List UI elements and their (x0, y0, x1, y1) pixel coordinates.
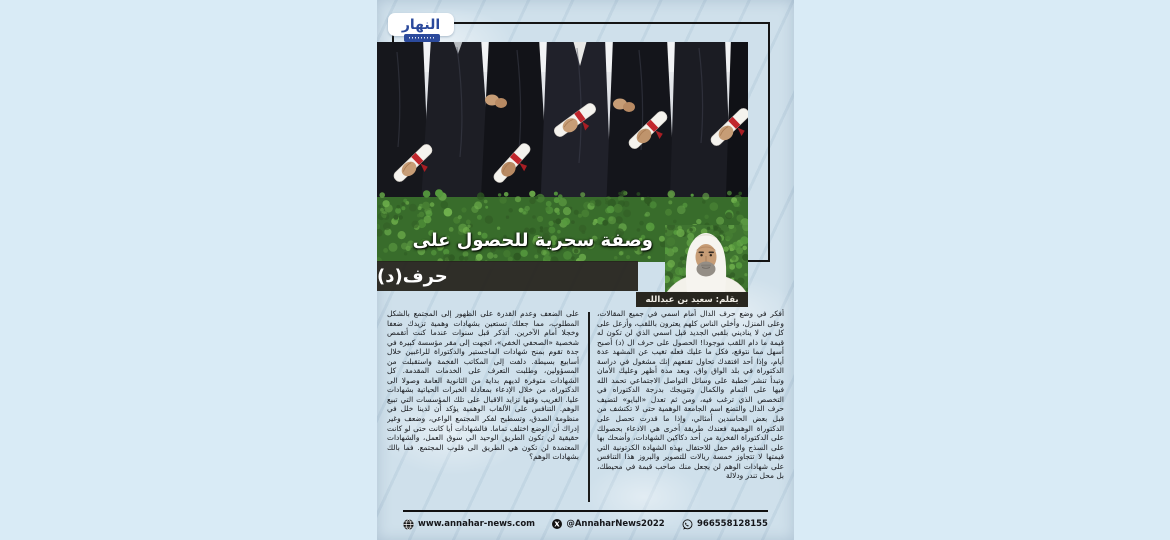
byline-text: بقلم: سعيد بن عبدالله (645, 294, 739, 305)
whatsapp-icon (682, 519, 693, 530)
newspaper-page (377, 0, 794, 540)
footer-website (403, 519, 535, 530)
footer-phone-text: 966558128155 (697, 519, 768, 529)
footer-divider-line (403, 510, 768, 512)
annahar-logo (388, 13, 454, 36)
footer-x-handle (552, 519, 664, 529)
globe-icon (403, 519, 414, 530)
footer-phone (682, 519, 768, 530)
headline-line2-bar (377, 261, 638, 291)
byline-bar (636, 292, 748, 307)
headline-line1: وصفة سحرية للحصول على (412, 230, 653, 251)
gray-beard (697, 262, 716, 277)
annahar-logo-text: النهار (401, 16, 441, 33)
footer-contact-row (403, 516, 768, 532)
article-column-first: أفكر في وضع حرف الدال أمام اسمي في جميع المقالات، وعلى المنزل، وأخلي الناس كلهم يعترون باللقب، وأزعل على كل من لا يناديني بلقبي الجديد قبل اسمي الذي لن تكون له قيمة ما دام اللقب موجودا! الحصول على حرف ال (د) أصبح أسهل مما نتوقع، فكل ما عليك فعله تغيب عن المشهد عدة أيام، وإذا أحد افتقدك تحاول تقنعهم إنك مشغول في دراسة الدكتوراة في بلد الواق واق، وبعد مدة أظهر وعليك الأمان وتبدأ تنشر خطبة على وسائل التواصل الاجتماعي تحمد الله فيها على التمام والكمال وتتويجك بدرجة الدكتوراه في التخصص الذي ترغب فيه، ومن ثم تعدل «البايو» لتضيف حرف الدال والتضع اسم الجامعة الوهمية حتى لا تكتشف من قبل بعض الحاسدين أمثالي، وإذا ما قدرت تحصل على الدكتوراة الوهمية فعندك طريقة أخرى هي الادعاء بحصولك على الدكتوراة الفخرية من أحد دكاكين الشهادات، وأضحك بها على السذج واقم حفل للاحتفال بهذه الشهادة الكرتونية التي قيمتها لا تتجاوز خمسة ريالات للتصوير والبروز هذا التنافس على شهادات الوهم لن يجعل منك صاحب قيمة في محيطك، بل محل تندر ودلالة (597, 309, 784, 481)
footer-website-text: www.annahar-news.com (418, 519, 536, 529)
footer-x-handle-text: @AnnaharNews2022 (566, 519, 665, 529)
author-portrait-illustration (665, 225, 748, 292)
headline-line2: حرف(د) (377, 265, 448, 287)
article-column-second: على الضعف وعدم القدرة على الظهور إلى المجتمع بالشكل المطلوب، مما جعلك تستعين بشهادات وهمية تزيدك ضعفا وخجلا أمام الآخرين. أتذكر قبل سنوات عندما كنت أتقمص شخصية «الصحفي الخفي»، اتجهت إلى مقر مؤسسة كبيرة في جدة تقوم بمنح شهادات الماجستير والدكتوراة للراغبين خلال أسابيع بسيطة. دلفت إلى المكاتب الفخمة واستقبلت من المسؤولين، وطلبت التعرف على الخدمات المقدمة. كل الشهادات متوفرة لديهم بداية من الثانوية العامة وصولا الى الدكتوراة، من خلال الإدعاء بمعادلة الخبرات الحياتية بشهادات عليا. الغريب وقتها تزايد الاقبال على تلك المؤسسات التي تبيع الوهم. التنافس على الألقاب الوهمية يؤكد أن لدينا خلل في منظومة الصدق، وتسطيح لفكر المجتمع الواعي، وضعف وغير إدراك أن الوضع اختلف تماما. فالشهادات أيا كانت حتى لو كانت حقيقية لن تكون الطريق الوحيد الي سوق العمل، والشهادات المعتمدة لن تكون هي الطريق الى قلوب المجتمع. فما بالك بشهادات الوهم؟ (387, 309, 579, 462)
x-twitter-icon (552, 519, 562, 529)
column-divider (588, 312, 590, 502)
annahar-logo-ribbon (404, 34, 440, 42)
author-photo (665, 225, 748, 292)
